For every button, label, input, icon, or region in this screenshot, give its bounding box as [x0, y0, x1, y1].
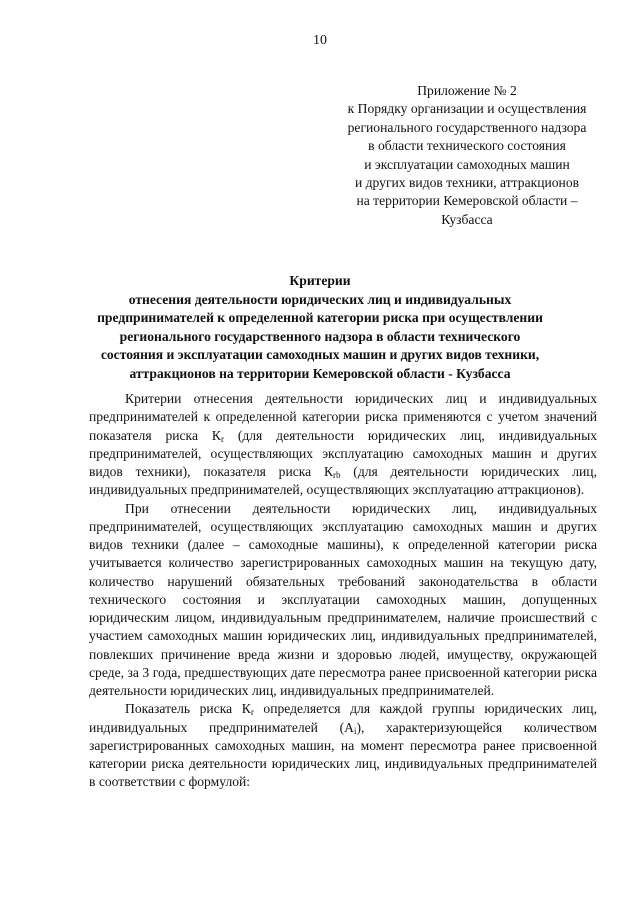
subscript: r: [220, 433, 224, 444]
paragraph-text: (для деятельности юридических лиц, индивидуальных предпринимателей, осуществляющих эксплуатацию самоходных машин и других видов техники), показателя риска К: [89, 427, 598, 479]
subscript: r: [250, 707, 254, 718]
paragraph-1: [89, 390, 597, 500]
appendix-line: и других видов техники, аттракционов: [354, 175, 580, 191]
paragraph-2: При отнесении деятельности юридических лиц, индивидуальных предпринимателей, осуществляющих эксплуатацию самоходных машин и других видов техники (далее – самоходные машины), к определенной категории риска учитывается количество зарегистрированных самоходных машин на текущую дату, количество нарушений обязательных требований законодательства в области технического состояния и эксплуатации самоходных машин, допущенных юридическим лицом, индивидуальным предпринимателем, наличие происшествий с участием самоходных машин юридических лиц, индивидуальных предпринимателей, повлекших причинение вреда жизни и здоровью людей, имуществу, окружающей среде, за 3 года, предшествующих дате пересмотра ранее присвоенной категории риска деятельности юридических лиц, индивидуальных предпринимателей.: [89, 500, 597, 698]
paragraph-text: ), характеризующейся количеством зарегистрированных самоходных машин, на момент пересмотра ранее присвоенной категории риска деятельности юридических лиц, индивидуальных предпринимателей в соответствии с формулой:: [89, 719, 597, 790]
appendix-line: Кузбасса: [441, 211, 493, 227]
paragraph-text: (для деятельности юридических лиц, индивидуальных предпринимателей, осуществляющих эксплуатацию аттракционов).: [89, 464, 597, 498]
title-line: регионального государственного надзора в области технического: [119, 328, 521, 344]
page-number: 10: [313, 33, 327, 48]
title-line: состояния и эксплуатации самоходных машин и других видов техники,: [100, 347, 540, 363]
paragraph-text: Критерии отнесения деятельности юридических лиц и индивидуальных предпринимателей к определенной категории риска применяются с учетом значений показателя риска К: [89, 391, 597, 443]
paragraph-text: определяется для каждой группы юридических лиц, индивидуальных предпринимателей (А: [89, 701, 597, 735]
appendix-line: Приложение № 2: [417, 83, 517, 98]
body-text: [89, 390, 597, 792]
document-title: [80, 272, 560, 384]
title-line: аттракционов на территории Кемеровской области - Кузбасса: [129, 365, 511, 381]
subscript: rb: [333, 470, 341, 480]
title-line: предпринимателей к определенной категории риска при осуществлении: [97, 310, 543, 326]
appendix-line: регионального государственного надзора: [347, 119, 587, 135]
appendix-header: [318, 82, 616, 229]
title-heading: Критерии: [289, 273, 351, 288]
appendix-line: на территории Кемеровской области –: [356, 193, 578, 209]
title-line: отнесения деятельности юридических лиц и индивидуальных: [128, 291, 512, 307]
subscript: i: [353, 725, 357, 736]
paragraph-3: [89, 700, 597, 791]
appendix-line: в области технического состояния: [368, 138, 566, 154]
appendix-line: к Порядку организации и осуществления: [347, 101, 587, 117]
paragraph-text: Показатель риска К: [125, 701, 251, 717]
appendix-line: и эксплуатации самоходных машин: [364, 156, 570, 172]
